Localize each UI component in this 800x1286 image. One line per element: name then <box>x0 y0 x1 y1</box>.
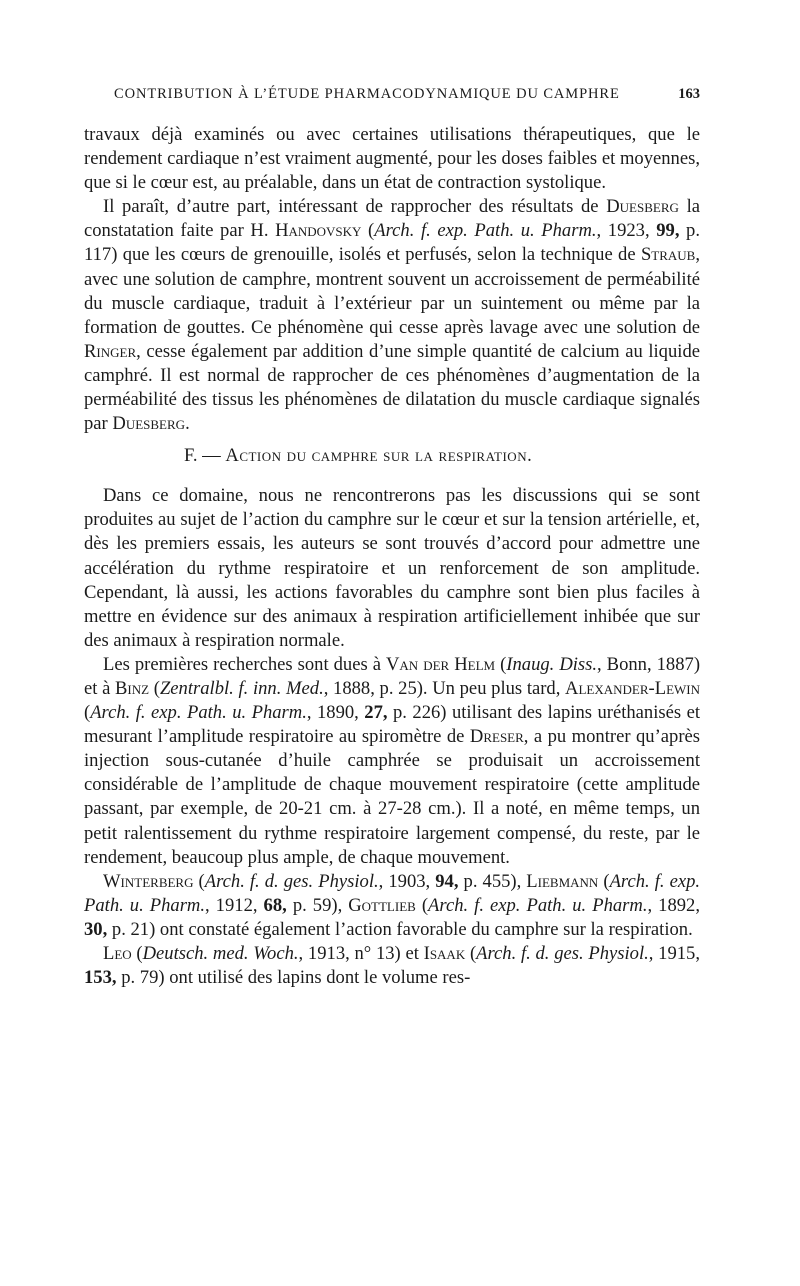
text-run: , Bonn, 1887) et à <box>84 653 701 699</box>
journal-citation: Deutsch. med. Woch. <box>142 943 299 964</box>
text-run: , 1892, <box>647 894 700 916</box>
running-title: CONTRIBUTION À L’ÉTUDE PHARMACODYNAMIQUE DU CAMPHRE <box>114 86 620 102</box>
text-run: p. 455), <box>458 870 527 892</box>
running-header <box>114 86 700 103</box>
author-name: Binz <box>115 677 150 699</box>
paragraph-3 <box>84 484 700 653</box>
document-page <box>84 86 700 990</box>
text-run: ( <box>465 943 477 964</box>
section-heading-f <box>184 444 700 468</box>
author-name: Ringer <box>84 340 137 362</box>
text-run: p. 21) ont constaté également l’action favorable du camphre sur la respiration. <box>107 918 693 940</box>
journal-citation: Arch. f. d. ges. Physiol. <box>204 870 379 892</box>
text-run: p. 117) que les cœurs de grenouille, isolés et perfusés, selon la technique de <box>84 220 701 266</box>
text-run: ( <box>361 220 375 242</box>
text-run: ( <box>131 943 143 964</box>
text-run: ( <box>495 653 507 675</box>
author-name: Van der Helm <box>385 653 496 675</box>
paragraph-6 <box>84 942 700 990</box>
text-run: la constatation faite par H. <box>84 196 700 242</box>
paragraph-4 <box>84 653 700 870</box>
author-name: Dreser <box>469 726 524 748</box>
author-name: Liebmann <box>526 870 599 892</box>
volume-number: 27, <box>364 702 388 724</box>
journal-citation: Zentralbl. f. inn. Med. <box>159 677 324 699</box>
text-run: Les premières recherches sont dues à <box>103 653 386 675</box>
volume-number: 68, <box>263 894 287 916</box>
text-run: p. 59), <box>286 894 349 916</box>
paragraph-5 <box>84 870 700 942</box>
text-run: . <box>185 413 190 435</box>
paragraph-2 <box>84 195 700 436</box>
text-run: ( <box>149 677 160 699</box>
text-run: ( <box>84 702 91 724</box>
text-run: , cesse également par addition d’une simple quantité de calcium au liquide camphré. Il est normal de rapprocher de ces phénomènes d’augmentation de la perméabilité des tissus les phénomènes de dilatation du muscle cardiaque signalés par <box>84 340 700 435</box>
author-name: Leo <box>103 943 132 964</box>
section-title: Action du camphre sur la respiration. <box>225 445 533 467</box>
text-run: p. 226) utilisant des lapins uréthanisés et mesurant l’amplitude respiratoire au spiromètre de <box>84 702 701 748</box>
volume-number: 94, <box>435 870 459 892</box>
volume-number: 99, <box>656 220 680 242</box>
volume-number: 153, <box>84 967 117 989</box>
text-run: , a pu montrer qu’après injection sous-cutanée d’huile camphrée se produisait un accroissement considérable de l’amplitude de chaque mouvement respiratoire (cette amplitude passant, par exemple, de 20-21 cm. à 27-28 cm.). Il a noté, en même temps, un petit ralentissement du rythme respiratoire largement compensé, du reste, par le rendement, beaucoup plus ample, de chaque mouvement. <box>84 726 700 868</box>
text-run: , 1912, <box>205 894 264 916</box>
paragraph-3-text: Dans ce domaine, nous ne rencontrerons pas les discussions qui se sont produites au sujet de l’action du camphre sur le cœur et sur la tension artérielle, et, dès les premiers essais, les auteurs se sont trouvés d’accord pour admettre une accélération du rythme respiratoire et un renforcement de son amplitude. Cependant, là aussi, les actions favorables du camphre sont bien plus faciles à mettre en évidence sur des animaux à respiration artificiellement inhibée que sur des animaux à respiration normale. <box>84 485 700 651</box>
text-run: , 1913, n° 13) et <box>298 943 424 964</box>
author-name: Gottlieb <box>348 894 416 916</box>
journal-citation: Arch. f. exp. Path. u. Pharm. <box>84 870 701 916</box>
text-run: , 1903, <box>378 870 436 892</box>
volume-number: 30, <box>84 918 108 940</box>
text-run: , 1890, <box>306 702 365 724</box>
text-run: ( <box>415 894 429 916</box>
paragraph-1 <box>84 123 700 195</box>
journal-citation: Arch. f. exp. Path. u. Pharm. <box>428 894 648 916</box>
text-run: , 1888, p. 25). Un peu plus tard, <box>323 677 566 699</box>
text-run: ( <box>598 870 610 892</box>
journal-citation: Arch. f. exp. Path. u. Pharm. <box>90 702 307 724</box>
author-name: Winterberg <box>103 870 194 892</box>
text-run: ( <box>193 870 205 892</box>
journal-citation: Inaug. Diss. <box>506 653 598 675</box>
page-number: 163 <box>678 86 700 102</box>
author-name: Alexander-Lewin <box>565 677 700 699</box>
author-name: Isaak <box>423 943 466 964</box>
text-run: p. 79) ont utilisé des lapins dont le volume res- <box>116 967 471 989</box>
text-run: , 1915, <box>648 943 700 964</box>
paragraph-1-text: travaux déjà examinés ou avec certaines utilisations thérapeutiques, que le rendement cardiaque n’est vraiment augmenté, pour les doses faibles et moyennes, que si le cœur est, au préalable, dans un état de contraction systolique. <box>84 124 700 194</box>
author-name: Duesberg <box>112 413 186 435</box>
section-label: F. — <box>184 445 226 467</box>
author-name: Handovsky <box>275 220 362 242</box>
text-run: , 1923, <box>596 220 657 242</box>
author-name: Straub <box>640 244 696 266</box>
author-name: Duesberg <box>606 196 679 218</box>
journal-citation: Arch. f. exp. Path. u. Pharm. <box>374 220 597 242</box>
journal-citation: Arch. f. d. ges. Physiol. <box>476 943 649 964</box>
text-run: Il paraît, d’autre part, intéressant de rapprocher des résultats de <box>103 196 607 218</box>
text-run: , avec une solution de camphre, montrent souvent un accroissement de perméabilité du muscle cardiaque, traduit à l’extérieur par un suintement ou même par la formation de gouttes. Ce phénomène qui cesse après lavage avec une solution de <box>84 244 700 338</box>
